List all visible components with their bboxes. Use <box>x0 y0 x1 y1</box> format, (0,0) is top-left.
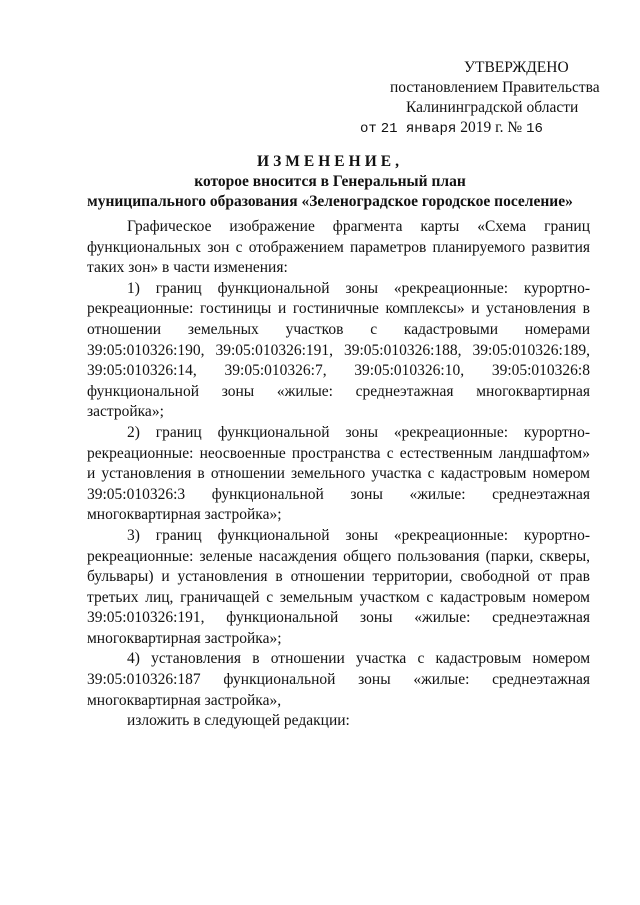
resolution-date-line <box>360 118 610 139</box>
region-label: Калининградской области <box>406 99 579 116</box>
resolution-year: 2019 г. <box>460 119 504 136</box>
closing-paragraph: изложить в следующей редакции: <box>127 712 350 730</box>
intro-paragraph: Графическое изображение фрагмента карты «Схема границ функциональных зон с отображением параметров планируемого развития таких зон» в части изменения: <box>87 218 590 277</box>
resolution-date: 21 января <box>380 121 457 137</box>
item-3-paragraph: 3) границ функциональной зоны «рекреационные: курортно-рекреационные: зеленые насаждения общего пользования (парки, скверы, бульвары) и установления в отношении территории, свободной от прав третьих лиц, граничащей с земельным участком с кадастровым номером 39:05:010326:191, функциональной зоны «жилые: среднеэтажная многоквартирная застройка»; <box>87 526 590 647</box>
item-2-paragraph: 2) границ функциональной зоны «рекреационные: курортно-рекреационные: неосвоенные пространства с естественным ландшафтом» и установления в отношении земельного участка с кадастровым номером 39:05:010326:3 функциональной зоны «жилые: среднеэтажная многоквартирная застройка»; <box>87 423 590 524</box>
resolution-label: постановлением Правительства <box>390 79 600 96</box>
approval-stamp <box>360 58 610 139</box>
document-body <box>87 217 590 732</box>
item-4-paragraph: 4) установления в отношении участка с кадастровым номером 39:05:010326:187 функциональной зоны «жилые: среднеэтажная многоквартирная застройка», <box>87 650 590 709</box>
title-heading: ИЗМЕНЕНИЕ, <box>257 153 403 170</box>
title-line-2: муниципального образования «Зеленоградское городское поселение» <box>87 193 573 210</box>
date-from-label: от <box>360 121 377 137</box>
number-label: № <box>507 119 523 136</box>
item-1-paragraph: 1) границ функциональной зоны «рекреационные: курортно-рекреационные: гостиницы и гостиничные комплексы» и установления в отношении земельных участков с кадастровыми номерами 39:05:010326:190, 39:05:010326:191, 39:05:010326:188, 39:05:010326:189, 39:05:010326:14, 39:05:010326:7, 39:05:010326:10, 39:05:010326:8 функциональной зоны «жилые: среднеэтажная многоквартирная застройка»; <box>87 279 590 421</box>
approved-label: УТВЕРЖДЕНО <box>464 59 569 76</box>
title-line-1: которое вносится в Генеральный план <box>194 173 466 190</box>
resolution-number: 16 <box>526 121 543 137</box>
document-title <box>70 152 590 212</box>
